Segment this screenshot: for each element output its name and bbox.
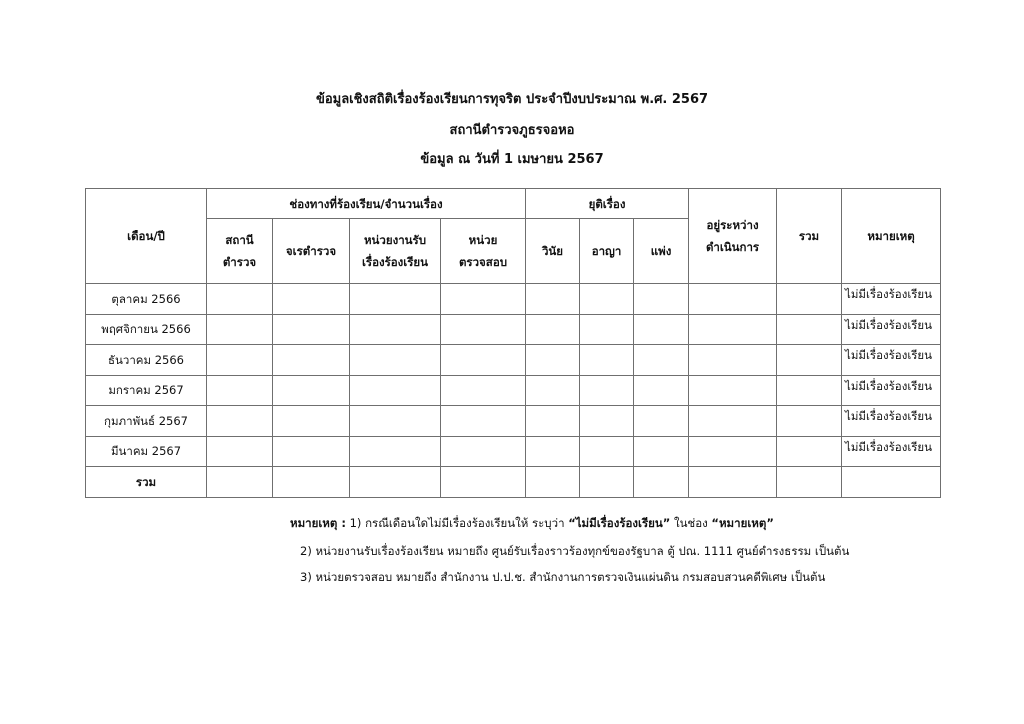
header-channel-patrol: จเรตำรวจ: [273, 219, 350, 284]
header-channels: ช่องทางที่ร้องเรียน/จำนวนเรื่อง: [207, 189, 526, 219]
cell: [273, 375, 350, 406]
cell: [580, 375, 634, 406]
document-subtitle-station: สถานีตำรวจภูธรจอหอ: [449, 123, 575, 138]
header-in-progress-line1: อยู่ระหว่าง: [706, 218, 759, 232]
header-closed-discipline: วินัย: [526, 219, 580, 284]
cell: [526, 314, 580, 345]
table-row: [86, 314, 941, 345]
cell: [580, 314, 634, 345]
cell: [526, 436, 580, 467]
cell: [634, 436, 689, 467]
cell: [441, 467, 526, 498]
cell: [350, 436, 441, 467]
header-channel-agency-line2: เรื่องร้องเรียน: [361, 255, 429, 269]
cell: [634, 406, 689, 437]
cell: [777, 345, 842, 376]
cell: [689, 406, 777, 437]
row-month: มีนาคม 2567: [86, 436, 207, 467]
cell: [689, 436, 777, 467]
cell: [441, 284, 526, 315]
row-month: พฤศจิกายน 2566: [86, 314, 207, 345]
table-row: [86, 436, 941, 467]
header-channel-agency: [350, 219, 441, 284]
cell: [350, 314, 441, 345]
cell: [777, 314, 842, 345]
cell: [580, 284, 634, 315]
cell: [777, 406, 842, 437]
cell: [777, 375, 842, 406]
cell: [580, 467, 634, 498]
note-line-1: [290, 516, 774, 531]
cell: [350, 345, 441, 376]
cell: [273, 314, 350, 345]
cell: [207, 284, 273, 315]
cell: [634, 345, 689, 376]
header-month: เดือน/ปี: [86, 189, 207, 284]
row-month: มกราคม 2567: [86, 375, 207, 406]
row-note: ไม่มีเรื่องร้องเรียน: [842, 436, 941, 467]
cell: [634, 314, 689, 345]
cell: [273, 436, 350, 467]
row-note: ไม่มีเรื่องร้องเรียน: [842, 284, 941, 315]
cell: [207, 375, 273, 406]
note-1-text-c: ในช่อง: [670, 516, 712, 530]
row-month: ธันวาคม 2566: [86, 345, 207, 376]
cell: [689, 375, 777, 406]
table-row: [86, 375, 941, 406]
header-channel-inspect: [441, 219, 526, 284]
cell: [634, 284, 689, 315]
cell: [441, 375, 526, 406]
cell: [777, 436, 842, 467]
cell: [526, 345, 580, 376]
document-subtitle-date: ข้อมูล ณ วันที่ 1 เมษายน 2567: [420, 152, 604, 167]
complaint-statistics-table: [85, 188, 941, 498]
cell: [580, 406, 634, 437]
cell: [634, 467, 689, 498]
header-channel-police-station-line2: ตำรวจ: [222, 255, 257, 269]
note-line-2: 2) หน่วยงานรับเรื่องร้องเรียน หมายถึง ศูนย์รับเรื่องราวร้องทุกข์ของรัฐบาล ตู้ ปณ. 1111 ศูนย์ดำรงธรรม เป็นต้น: [300, 544, 850, 558]
header-total: รวม: [777, 189, 842, 284]
header-channel-police-station-line1: สถานี: [225, 233, 254, 247]
cell: [273, 345, 350, 376]
cell: [842, 467, 941, 498]
table-row: [86, 284, 941, 315]
cell: [207, 436, 273, 467]
cell: [441, 436, 526, 467]
header-channel-inspect-line1: หน่วย: [468, 233, 498, 247]
table-row: [86, 406, 941, 437]
row-month: กุมภาพันธ์ 2567: [86, 406, 207, 437]
note-label: หมายเหตุ :: [290, 516, 346, 530]
header-closed-criminal: อาญา: [580, 219, 634, 284]
cell: [689, 314, 777, 345]
cell: [441, 314, 526, 345]
total-label: รวม: [86, 467, 207, 498]
cell: [350, 375, 441, 406]
cell: [580, 345, 634, 376]
document-title: ข้อมูลเชิงสถิติเรื่องร้องเรียนการทุจริต ประจำปีงบประมาณ พ.ศ. 2567: [315, 92, 709, 107]
header-channel-inspect-line2: ตรวจสอบ: [458, 255, 508, 269]
cell: [689, 345, 777, 376]
cell: [777, 467, 842, 498]
cell: [689, 284, 777, 315]
cell: [777, 284, 842, 315]
cell: [580, 436, 634, 467]
header-closed-civil: แพ่ง: [634, 219, 689, 284]
table-row: [86, 345, 941, 376]
cell: [207, 345, 273, 376]
row-note: ไม่มีเรื่องร้องเรียน: [842, 375, 941, 406]
cell: [526, 375, 580, 406]
cell: [207, 406, 273, 437]
cell: [526, 406, 580, 437]
cell: [207, 467, 273, 498]
row-note: ไม่มีเรื่องร้องเรียน: [842, 314, 941, 345]
cell: [273, 406, 350, 437]
note-1-text-d: “หมายเหตุ”: [711, 516, 774, 530]
row-note: ไม่มีเรื่องร้องเรียน: [842, 406, 941, 437]
header-channel-agency-line1: หน่วยงานรับ: [363, 233, 427, 247]
header-note: หมายเหตุ: [842, 189, 941, 284]
cell: [441, 406, 526, 437]
table-total-row: [86, 467, 941, 498]
cell: [689, 467, 777, 498]
cell: [526, 467, 580, 498]
row-note: ไม่มีเรื่องร้องเรียน: [842, 345, 941, 376]
header-channel-police-station: [207, 219, 273, 284]
cell: [350, 284, 441, 315]
header-in-progress: [689, 189, 777, 284]
cell: [350, 406, 441, 437]
cell: [207, 314, 273, 345]
note-1-text-b: “ไม่มีเรื่องร้องเรียน”: [568, 516, 671, 530]
table-header-row: [86, 189, 941, 219]
cell: [441, 345, 526, 376]
note-line-3: 3) หน่วยตรวจสอบ หมายถึง สำนักงาน ป.ป.ช. สำนักงานการตรวจเงินแผ่นดิน กรมสอบสวนคดีพิเศษ เป็นต้น: [300, 570, 826, 584]
note-1-text-a: 1) กรณีเดือนใดไม่มีเรื่องร้องเรียนให้ ระบุว่า: [345, 516, 569, 530]
row-month: ตุลาคม 2566: [86, 284, 207, 315]
cell: [526, 284, 580, 315]
cell: [273, 467, 350, 498]
header-closed: ยุติเรื่อง: [526, 189, 689, 219]
cell: [273, 284, 350, 315]
cell: [634, 375, 689, 406]
cell: [350, 467, 441, 498]
header-in-progress-line2: ดำเนินการ: [705, 240, 760, 254]
